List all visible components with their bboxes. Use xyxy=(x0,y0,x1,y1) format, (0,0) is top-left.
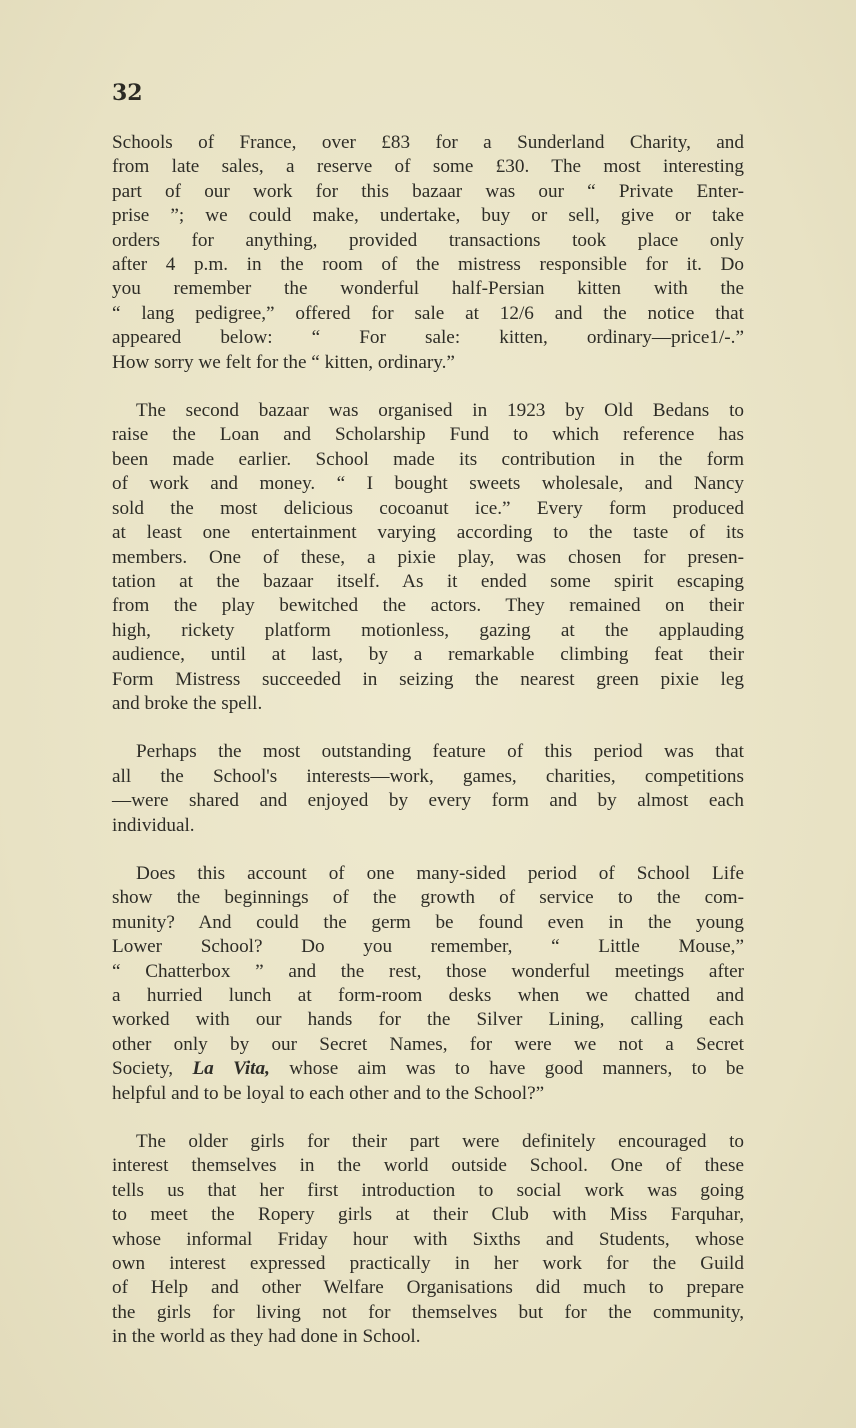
text-line: in the world as they had done in School. xyxy=(112,1326,421,1348)
text-line: prise ”; we could make, undertake, buy or sell, give or take xyxy=(112,205,744,227)
text-line: “ lang pedigree,” offered for sale at 12/6 and the notice that xyxy=(112,302,744,324)
text-line: all the School's interests—work, games, charities, competitions xyxy=(112,765,744,787)
text-line: sold the most delicious cocoanut ice.” Every form produced xyxy=(112,497,744,519)
text-line: interest themselves in the world outside School. One of these xyxy=(112,1155,744,1177)
text-line: to meet the Ropery girls at their Club with Miss Farquhar, xyxy=(112,1204,744,1226)
text-line: Form Mistress succeeded in seizing the nearest green pixie leg xyxy=(112,668,744,690)
text-line: part of our work for this bazaar was our “ Private Enter- xyxy=(112,180,744,202)
text-line: worked with our hands for the Silver Lining, calling each xyxy=(112,1009,744,1031)
text-line: tation at the bazaar itself. As it ended some spirit escaping xyxy=(112,570,744,592)
text-line: individual. xyxy=(112,814,195,836)
text-line: The second bazaar was organised in 1923 by Old Bedans to xyxy=(136,400,744,422)
text-line: a hurried lunch at form-room desks when we chatted and xyxy=(112,985,744,1006)
text-line: Lower School? Do you remember, “ Little Mouse,” xyxy=(112,936,744,958)
text-line: Does this account of one many-sided period of School Life xyxy=(136,862,744,884)
society-name-italic: La Vita, xyxy=(192,1058,270,1080)
text-line: been made earlier. School made its contribution in the form xyxy=(112,448,744,470)
text-line: audience, until at last, by a remarkable climbing feat their xyxy=(112,644,744,666)
text-line: appeared below: “ For sale: kitten, ordinary—price1/-.” xyxy=(112,327,744,349)
text-line: Perhaps the most outstanding feature of this period was that xyxy=(136,741,744,763)
text-line: whose informal Friday hour with Sixths and Students, whose xyxy=(112,1228,744,1250)
text-line: show the beginnings of the growth of service to the com- xyxy=(112,887,744,909)
paragraph-1 xyxy=(112,131,744,375)
text-line: Schools of France, over £83 for a Sunderland Charity, and xyxy=(112,132,744,153)
text-line: of Help and other Welfare Organisations did much to prepare xyxy=(112,1277,744,1299)
text-line: other only by our Secret Names, for were we not a Secret xyxy=(112,1033,744,1055)
text-line: helpful and to be loyal to each other and to the School?” xyxy=(112,1082,545,1104)
text-line: munity? And could the germ be found even in the young xyxy=(112,911,744,933)
text-line: orders for anything, provided transactions took place only xyxy=(112,229,744,251)
body-text xyxy=(112,131,744,1374)
paragraph-5 xyxy=(112,1130,744,1350)
text-line: from the play bewitched the actors. They remained on their xyxy=(112,595,744,617)
text-fragment: Society, xyxy=(112,1058,193,1080)
paragraph-4 xyxy=(112,862,744,1106)
text-line: The older girls for their part were definitely encouraged to xyxy=(136,1131,744,1153)
text-line: and broke the spell. xyxy=(112,692,263,714)
text-fragment: whose aim was to have good manners, to be xyxy=(269,1058,744,1080)
page-number: 32 xyxy=(112,80,143,106)
text-line: members. One of these, a pixie play, was chosen for presen- xyxy=(112,546,744,568)
text-line: “ Chatterbox ” and the rest, those wonderful meetings after xyxy=(112,960,744,982)
text-line: How sorry we felt for the “ kitten, ordinary.” xyxy=(112,351,455,373)
text-line: you remember the wonderful half-Persian kitten with the xyxy=(112,278,744,300)
text-line: tells us that her first introduction to social work was going xyxy=(112,1179,744,1201)
paragraph-3 xyxy=(112,740,744,838)
text-line: raise the Loan and Scholarship Fund to which reference has xyxy=(112,424,744,446)
text-line: after 4 p.m. in the room of the mistress responsible for it. Do xyxy=(112,254,744,276)
text-line-with-italic xyxy=(112,1057,744,1081)
text-line: of work and money. “ I bought sweets wholesale, and Nancy xyxy=(112,473,744,495)
text-line: the girls for living not for themselves but for the community, xyxy=(112,1301,744,1323)
text-line: from late sales, a reserve of some £30. The most interesting xyxy=(112,156,744,178)
paragraph-2 xyxy=(112,399,744,716)
text-line: at least one entertainment varying according to the taste of its xyxy=(112,522,744,544)
text-line: own interest expressed practically in her work for the Guild xyxy=(112,1253,744,1275)
text-line: high, rickety platform motionless, gazing at the applauding xyxy=(112,619,744,641)
text-line: —were shared and enjoyed by every form and by almost each xyxy=(112,790,744,812)
